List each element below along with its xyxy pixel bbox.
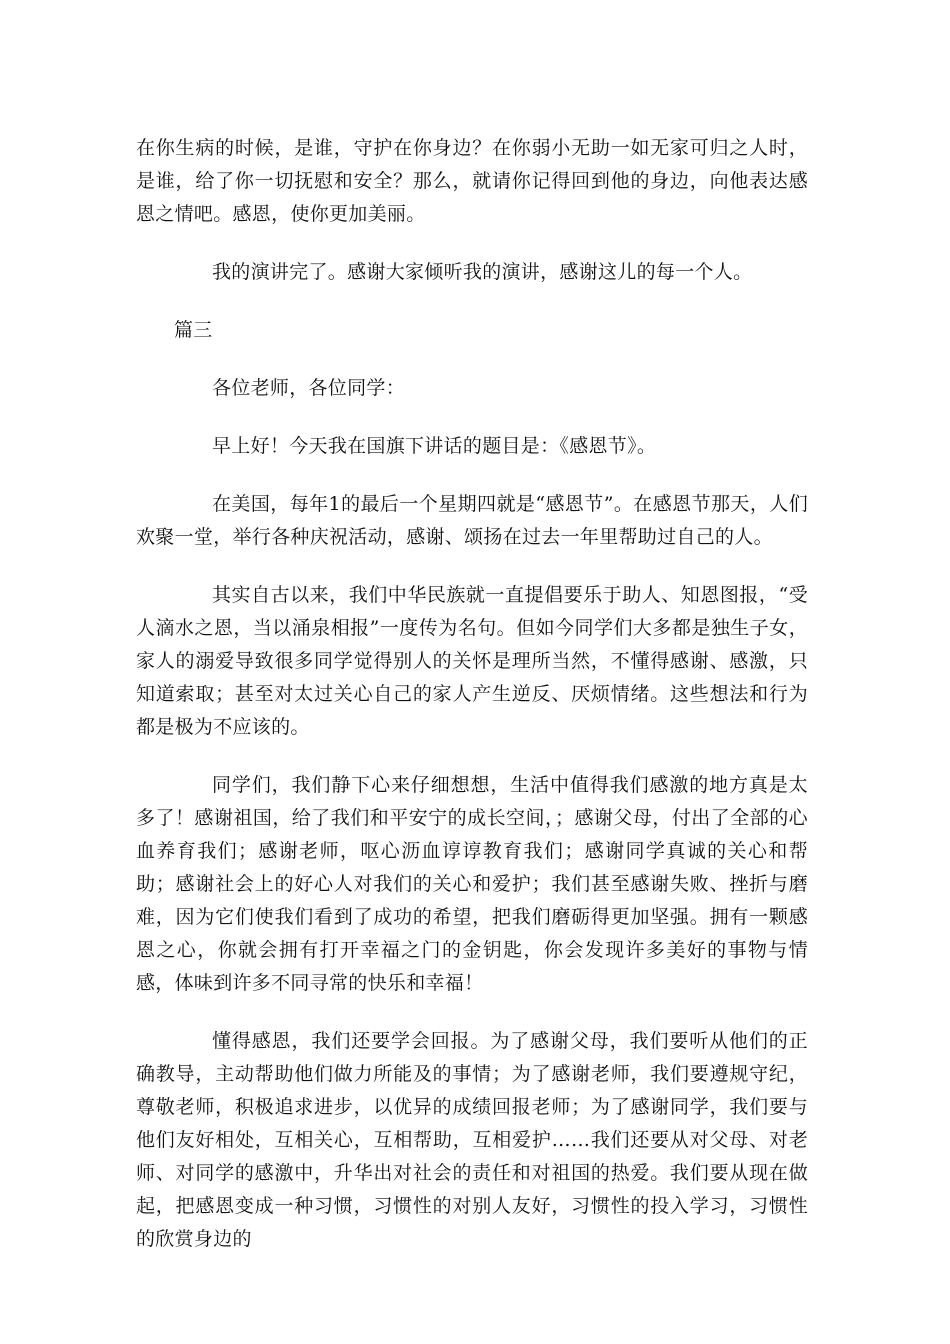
document-body [136, 132, 808, 1281]
section-heading: 篇三 [174, 319, 213, 341]
paragraph-chinese-tradition: 其实自古以来，我们中华民族就一直提倡要乐于助人、知恩图报，“受人滴水之恩，当以涌泉相报”一度传为名句。但如今同学们大多都是独生子女，家人的溺爱导致很多同学觉得别人的关怀是理所当然，不懂得感谢、感激，只知道索取；甚至对太过关心自己的家人产生逆反、厌烦情绪。这些想法和行为都是极为不应该的。 [136, 584, 808, 738]
paragraph-repay: 懂得感恩，我们还要学会回报。为了感谢父母，我们要听从他们的正确教导，主动帮助他们做力所能及的事情；为了感谢老师，我们要遵规守纪，尊敬老师，积极追求进步，以优异的成绩回报老师；为了感谢同学，我们要与他们友好相处，互相关心，互相帮助，互相爱护……我们还要从对父母、对老师、对同学的感激中，升华出对社会的责任和对祖国的热爱。我们要从现在做起，把感恩变成一种习惯，习惯性的对别人友好，习惯性的投入学习，习惯性的欣赏身边的 [136, 1030, 808, 1250]
paragraph-continuation: 在你生病的时候，是谁，守护在你身边？在你弱小无助一如无家可归之人时，是谁，给了你一切抚慰和安全？那么，就请你记得回到他的身边，向他表达感恩之情吧。感恩，使你更加美丽。 [136, 137, 808, 225]
paragraph-salutation: 各位老师，各位同学： [212, 377, 406, 399]
paragraph-greeting: 早上好！今天我在国旗下讲话的题目是：《感恩节》。 [212, 435, 657, 457]
paragraph-gratitude-list: 同学们，我们静下心来仔细想想，生活中值得我们感激的地方真是太多了！感谢祖国，给了我们和平安宁的成长空间，；感谢父母，付出了全部的心血养育我们；感谢老师，呕心沥血谆谆教育我们；感谢同学真诚的关心和帮助；感谢社会上的好心人对我们的关心和爱护；我们甚至感谢失败、挫折与磨难，因为它们使我们看到了成功的希望，把我们磨砺得更加坚强。拥有一颗感恩之心，你就会拥有打开幸福之门的金钥匙，你会发现许多美好的事物与情感，体味到许多不同寻常的快乐和幸福！ [136, 774, 808, 994]
paragraph-thanksgiving-america: 在美国，每年1的最后一个星期四就是“感恩节”。在感恩节那天，人们欢聚一堂，举行各种庆祝活动，感谢、颂扬在过去一年里帮助过自己的人。 [136, 493, 808, 548]
paragraph-speech-ending: 我的演讲完了。感谢大家倾听我的演讲，感谢这儿的每一个人。 [212, 261, 753, 283]
